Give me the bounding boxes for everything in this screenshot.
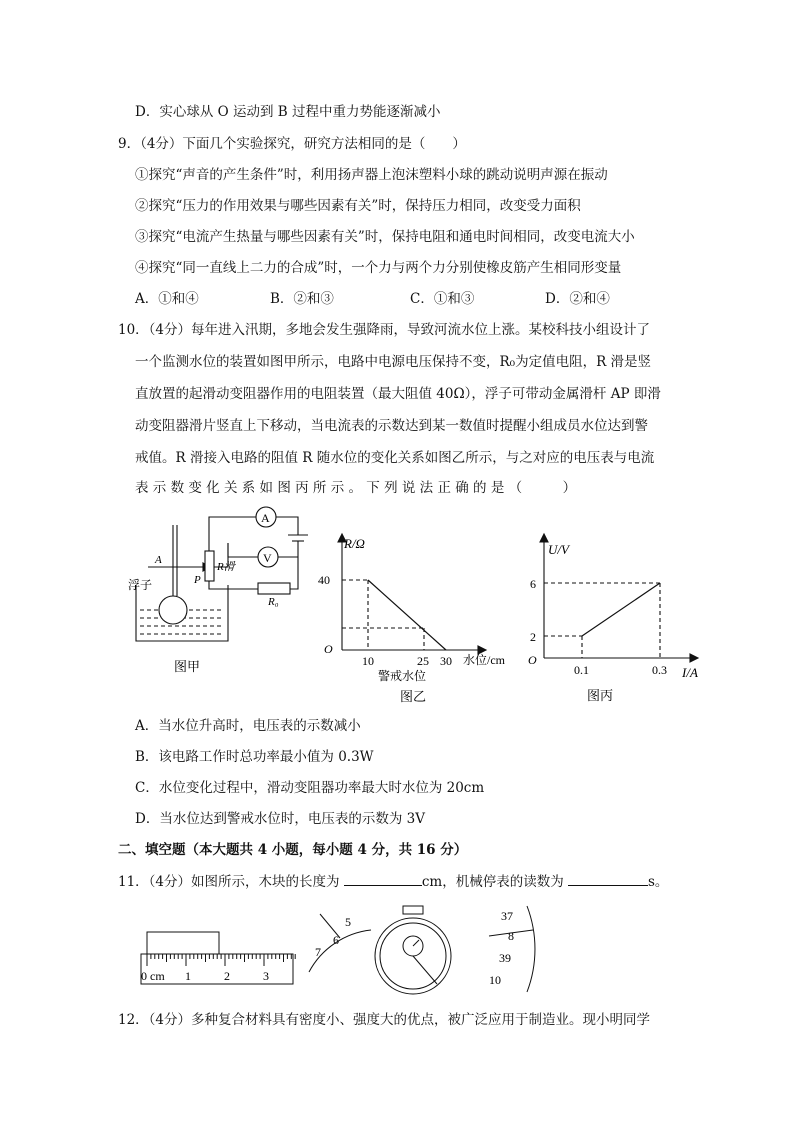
chart-r-vs-level [318, 530, 528, 710]
q9-option-c: C．①和③ [410, 291, 475, 307]
ammeter-label: A [261, 511, 270, 525]
big-dial-8: 8 [508, 929, 514, 943]
q9-option-d: D．②和④ [545, 291, 610, 307]
rheostat-label: R滑 [217, 561, 235, 573]
voltmeter-label: V [263, 551, 272, 565]
bing-xtick-03: 0.3 [652, 663, 667, 677]
ruler-tick-2: 2 [224, 969, 230, 983]
q9-stem: 9．（4分）下面几个实验探究，研究方法相同的是（ ） [118, 136, 466, 152]
yi-origin: O [324, 642, 333, 656]
bing-y-axis-label: U/V [548, 542, 569, 557]
figure-jia [128, 505, 318, 685]
q10-option-a: A．当水位升高时，电压表的示数减小 [135, 718, 361, 734]
bing-x-axis-label: I/A [682, 665, 698, 680]
q9-item-2: ②探究“压力的作用效果与哪些因素有关”时，保持压力相同，改变受力面积 [135, 198, 581, 214]
bing-ytick-6: 6 [530, 577, 536, 591]
figure-q11 [135, 900, 555, 996]
ruler-and-stopwatch [135, 900, 555, 996]
ruler-tick-1: 1 [185, 969, 191, 983]
q8-option-d: D．实心球从 O 运动到 B 过程中重力势能逐渐减小 [135, 104, 441, 120]
float-label: 浮子 [128, 578, 153, 592]
q9-item-3: ③探究“电流产生热量与哪些因素有关”时，保持电阻和通电时间相同，改变电流大小 [135, 229, 635, 245]
slider-label: P [194, 574, 201, 586]
q11-part1: 11．（4分）如图所示，木块的长度为 [118, 874, 340, 890]
circuit-diagram [128, 505, 318, 685]
q10-line-3: 直放置的起滑动变阻器作用的电阻装置（最大阻值 40Ω），浮子可带动金属滑杆 AP 即滑 [135, 386, 661, 402]
yi-ytick-40: 40 [318, 573, 330, 587]
figure-bing-caption: 图丙 [587, 688, 614, 703]
rod-label: A [155, 554, 162, 566]
q9-option-b: B．②和③ [270, 291, 334, 307]
big-dial-39: 39 [499, 951, 511, 965]
yi-xtick-25: 25 [417, 654, 429, 668]
q10-line-2: 一个监测水位的装置如图甲所示，电路中电源电压保持不变，R₀为定值电阻，R 滑是竖 [135, 354, 652, 370]
figure-jia-caption: 图甲 [174, 659, 201, 674]
ruler-tick-0: 0 cm [141, 969, 165, 983]
q10-line-1: 10．（4分）每年进入汛期，多地会发生强降雨，导致河流水位上涨。某校科技小组设计了 [118, 322, 651, 338]
big-dial-10: 10 [489, 973, 501, 987]
yi-y-axis-label: R/Ω [344, 536, 365, 551]
bing-xtick-01: 0.1 [574, 663, 589, 677]
r0-label: R₀ [268, 596, 279, 608]
small-dial-6: 6 [333, 933, 339, 947]
small-dial-7: 7 [315, 945, 321, 959]
yi-x-axis-label: 水位/cm [463, 653, 505, 667]
q11-blank-length [344, 871, 422, 886]
figure-bing [520, 530, 720, 710]
section-2-heading: 二、填空题（本大题共 4 小题，每小题 4 分，共 16 分） [118, 842, 468, 858]
q9-item-4: ④探究“同一直线上二力的合成”时，一个力与两个力分别使橡皮筋产生相同形变量 [135, 260, 622, 276]
figure-yi [318, 530, 528, 710]
q10-option-b: B．该电路工作时总功率最小值为 0.3W [135, 749, 374, 765]
q9-item-1: ①探究“声音的产生条件”时，利用扬声器上泡沫塑料小球的跳动说明声源在振动 [135, 167, 608, 183]
yi-alert-label: 警戒水位 [378, 669, 427, 683]
chart-u-vs-i [520, 530, 720, 710]
yi-xtick-10: 10 [362, 654, 374, 668]
q11-unit1: cm，机械停表的读数为 [421, 874, 564, 890]
q10-option-d: D．当水位达到警戒水位时，电压表的示数为 3V [135, 811, 425, 827]
q10-line-6: 表 示 数 变 化 关 系 如 图 丙 所 示 。 下 列 说 法 正 确 的 是 （ ） [135, 480, 577, 496]
bing-origin: O [528, 653, 537, 667]
q10-line-4: 动变阻器滑片竖直上下移动，当电流表的示数达到某一数值时提醒小组成员水位达到警 [135, 418, 648, 434]
q10-line-5: 戒值。R 滑接入电路的阻值 R 随水位的变化关系如图乙所示，与之对应的电压表与电流 [135, 450, 655, 466]
q11-stem [118, 871, 668, 892]
q12-stem: 12．（4分）多种复合材料具有密度小、强度大的优点，被广泛应用于制造业。现小明同学 [118, 1012, 651, 1028]
bing-ytick-2: 2 [530, 630, 536, 644]
q11-blank-time [568, 871, 648, 886]
q11-unit2: s。 [648, 874, 669, 890]
yi-xtick-30: 30 [440, 654, 452, 668]
ruler-tick-3: 3 [263, 969, 269, 983]
big-dial-37: 37 [501, 909, 513, 923]
small-dial-5: 5 [345, 915, 351, 929]
q10-option-c: C．水位变化过程中，滑动变阻器功率最大时水位为 20cm [135, 780, 485, 796]
figure-yi-caption: 图乙 [400, 689, 427, 704]
q9-option-a: A．①和④ [135, 291, 199, 307]
